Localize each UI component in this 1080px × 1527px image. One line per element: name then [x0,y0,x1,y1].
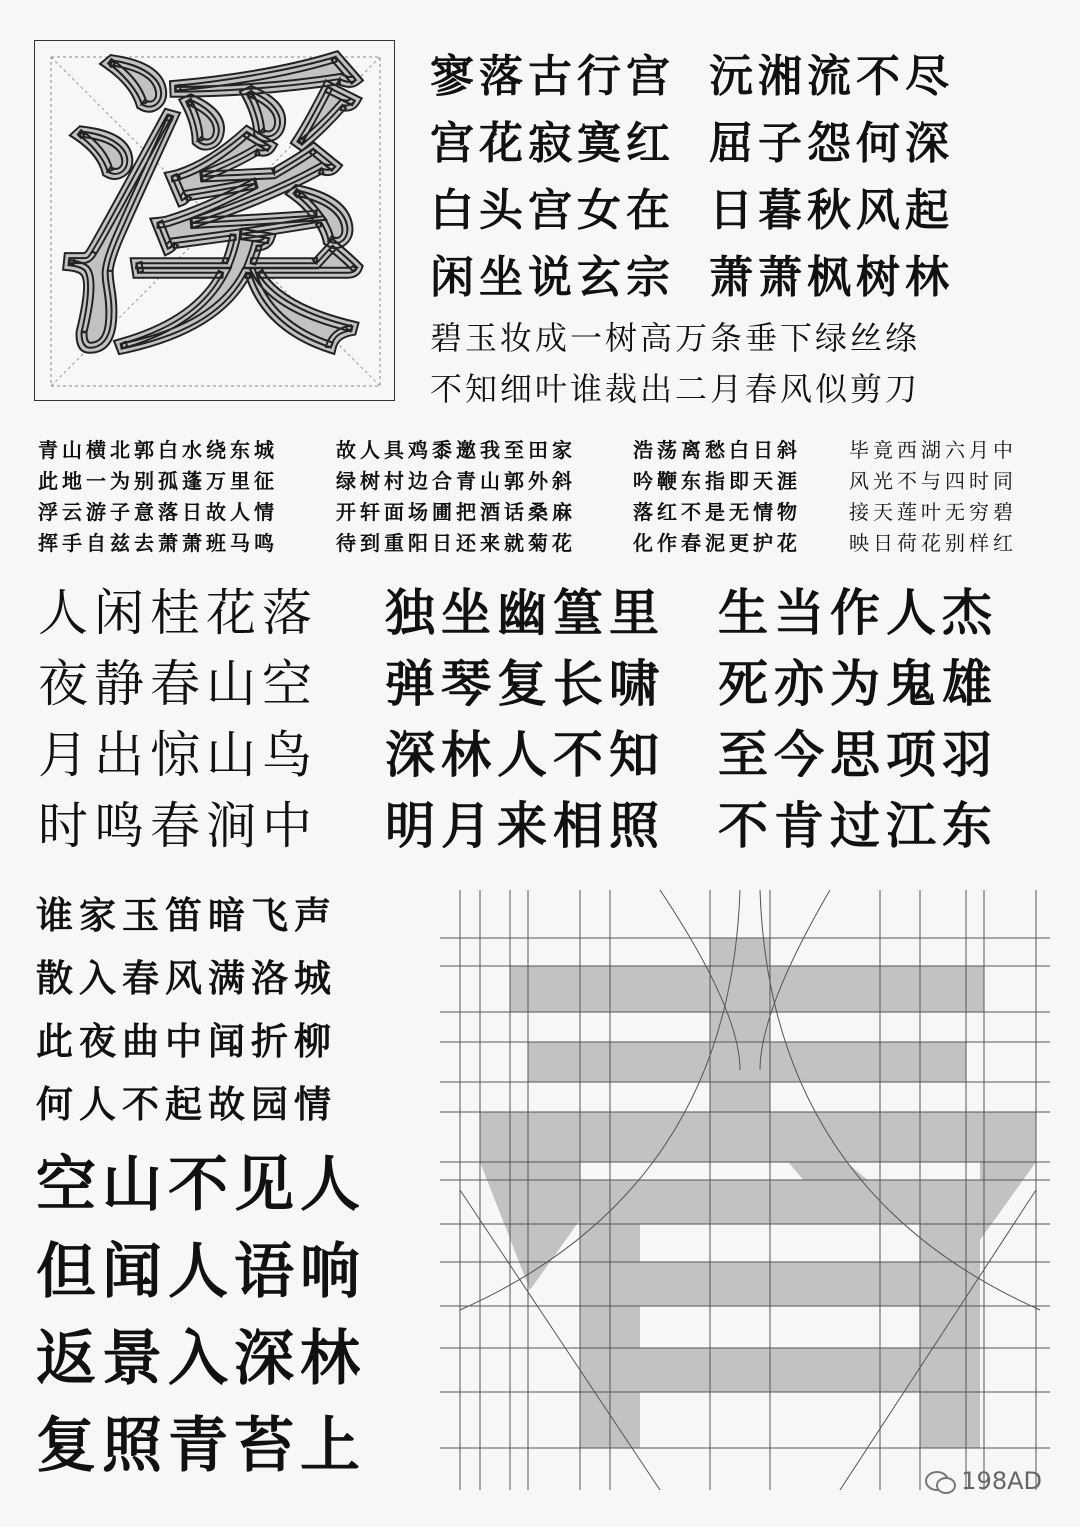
small-column-2: 故人具鸡黍邀我至田家 绿树村边合青山郭外斜 开轩面场圃把酒话桑麻 待到重阳日还来就菊花 [336,438,576,555]
watermark-text: 198AD [961,1467,1042,1495]
middle-column-3: 生当作人杰 死亦为鬼雄 至今思项羽 不肯过江东 [718,584,998,855]
poem-line: 白头宫女在 日暮秋风起 [430,185,954,236]
poem-line-small: 碧玉妆成一树高万条垂下绿丝绦 [430,319,921,357]
bottom-left-large: 空山不见人 但闻人语响 返景入深林 复照青苔上 [36,1150,366,1481]
small-column-4: 毕竟西湖六月中 风光不与四时同 接天莲叶无穷碧 映日荷花别样红 [849,438,1017,555]
small-column-3: 浩荡离愁白日斜 吟鞭东指即天涯 落红不是无情物 化作春泥更护花 [633,438,801,555]
poem-line: 寥落古行宫 沅湘流不尽 [430,51,954,102]
emblem-glyph: 溪 [37,28,394,398]
middle-column-1: 人闲桂花落 夜静春山空 月出惊山鸟 时鸣春涧中 [38,584,318,855]
poem-line: 宫花寂寞红 屈子怨何深 [430,118,954,169]
wechat-icon [925,1469,955,1493]
watermark [925,1467,1042,1495]
grid-glyph [480,938,1036,1448]
emblem-box [34,28,395,401]
construction-grid [440,890,1050,1490]
poem-line-small: 不知细叶谁裁出二月春风似剪刀 [430,370,921,408]
middle-column-2: 独坐幽篁里 弹琴复长啸 深林人不知 明月来相照 [385,584,665,855]
small-column-1: 青山横北郭白水绕东城 此地一为别孤蓬万里征 浮云游子意落日故人情 挥手自兹去萧萧班马鸣 [38,438,278,555]
bottom-left-medium: 谁家玉笛暗飞声 散入春风满洛城 此夜曲中闻折柳 何人不起故园情 [36,894,337,1126]
poem-line: 闲坐说玄宗 萧萧枫树林 [430,252,954,303]
